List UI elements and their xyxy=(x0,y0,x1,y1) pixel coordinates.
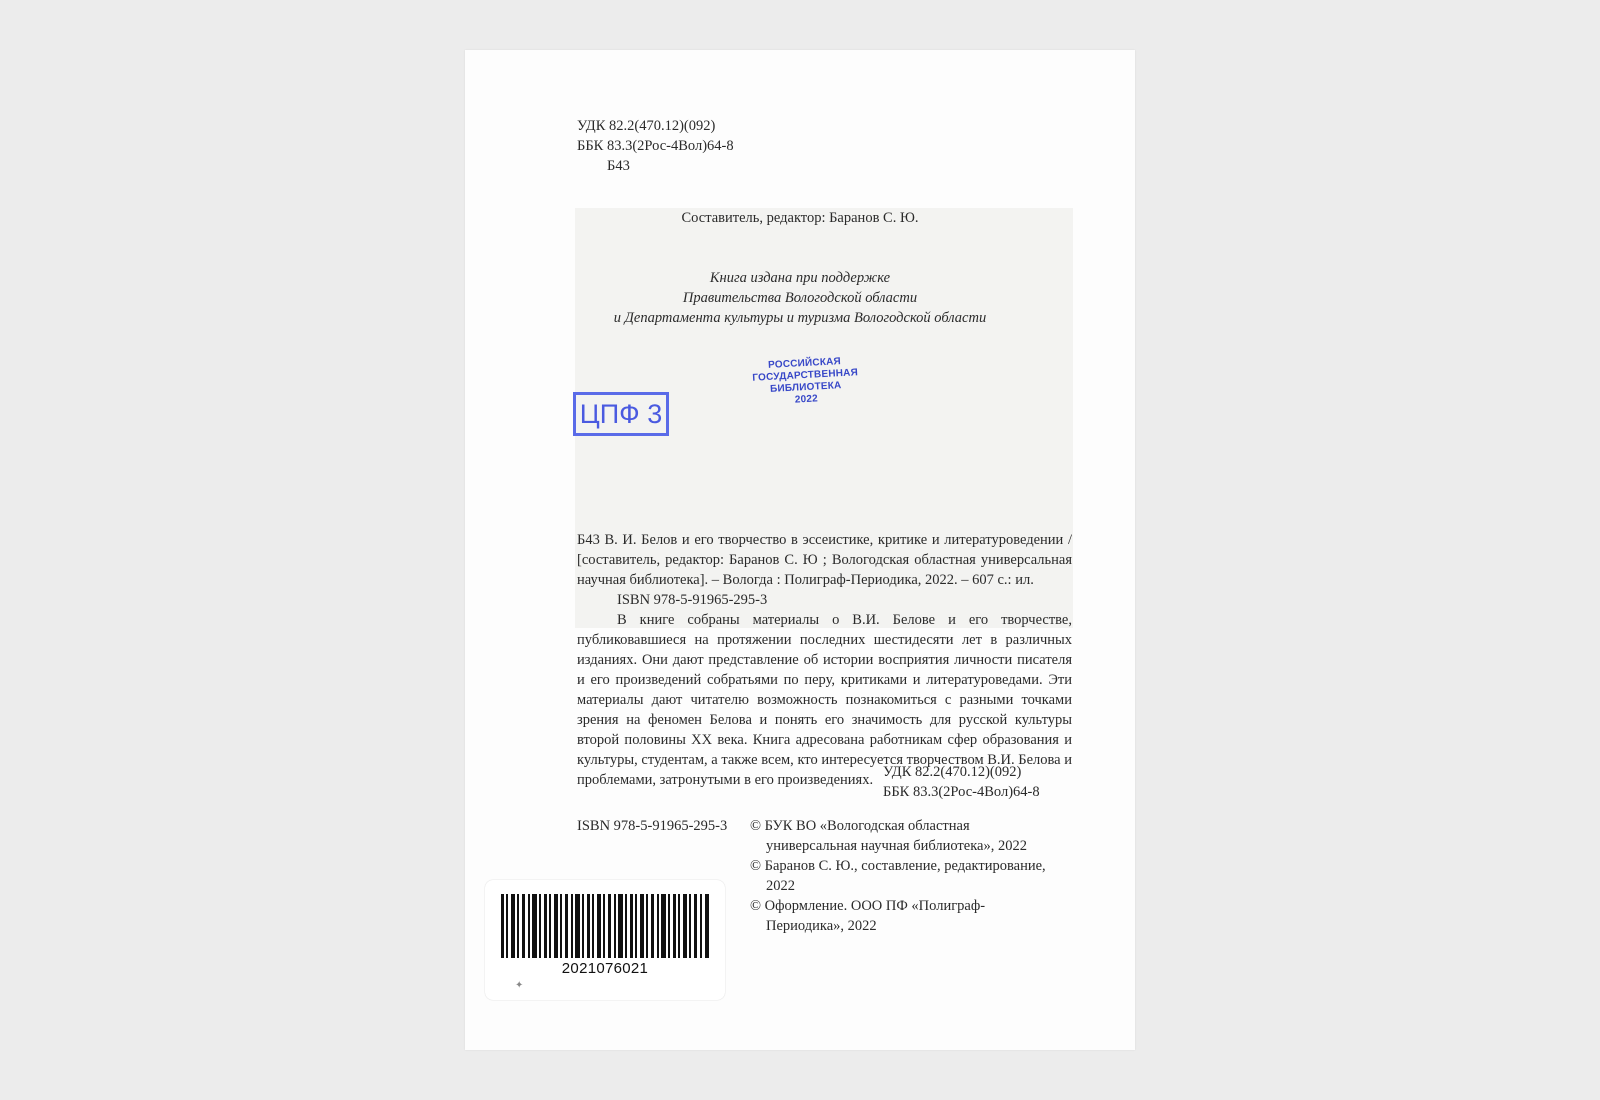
udk-code-bottom: УДК 82.2(470.12)(092) xyxy=(883,764,1022,780)
udk-code: УДК 82.2(470.12)(092) xyxy=(577,118,716,134)
udk-bbk-bottom xyxy=(883,762,1040,802)
copyright-design: © Оформление. ООО ПФ «Полиграф-Периодика», 2022 xyxy=(750,898,986,934)
bibliographic-entry: Б43 В. И. Белов и его творчество в эссеистике, критике и литературоведении / [составитель, редактор: Баранов С. Ю ; Вологодская областная универсальная научная библиотека]. – Вологда : Полиграф-Периодика, 2022. – 607 с.: ил. xyxy=(577,532,1072,588)
bbk-code: ББК 83.3(2Рос-4Вол)64-8 xyxy=(577,138,734,154)
copyright-block xyxy=(750,816,1060,936)
bibliographic-record xyxy=(577,530,1072,790)
bbk-code-bottom: ББК 83.3(2Рос-4Вол)64-8 xyxy=(883,784,1040,800)
stamp-line-4: 2022 xyxy=(794,393,819,406)
stamp-line-3: БИБЛИОТЕКА xyxy=(769,380,842,395)
abstract-text: В книге собраны материалы о В.И. Белове и его творчестве, публиковавшиеся на протяжении последних шестидесяти лет в различных изданиях. Они дают представление об истории восприятия личности писателя и его произведений собратьями по перу, критиками и литературоведами. Эти материалы дают читателю возможность познакомиться с разными точками зрения на феномен Белова и понять его значимость для русской культуры второй половины XX века. Книга адресована работникам сфер образования и культуры, студентам, а также всем, кто интересуется творчеством В.И. Белова и проблемами, затронутыми в его произведениях. xyxy=(577,612,1072,788)
cpf-stamp: ЦПФ 3 xyxy=(573,392,669,436)
barcode-number: 2021076021 xyxy=(561,960,649,977)
support-line-1: Книга издана при поддержке xyxy=(709,270,891,286)
barcode-sticker xyxy=(485,880,725,1000)
support-note xyxy=(465,268,1135,328)
isbn-line: ISBN 978-5-91965-295-3 xyxy=(617,592,768,608)
copyright-library: © БУК ВО «Вологодская областная универсальная научная библиотека», 2022 xyxy=(750,818,1027,854)
book-page xyxy=(465,50,1135,1050)
support-line-3: и Департамента культуры и туризма Вологодской области xyxy=(613,310,987,326)
compiler-line: Составитель, редактор: Баранов С. Ю. xyxy=(681,210,919,226)
author-mark: Б43 xyxy=(607,158,630,174)
copyright-compiler: © Баранов С. Ю., составление, редактирование, 2022 xyxy=(750,858,1046,894)
rgb-library-stamp xyxy=(747,355,864,409)
stamp-line-2: ГОСУДАРСТВЕННАЯ xyxy=(752,367,859,384)
support-line-2: Правительства Вологодской области xyxy=(682,290,918,306)
barcode-icon xyxy=(501,894,709,958)
stamp-line-1: РОССИЙСКАЯ xyxy=(767,356,842,371)
speck-mark: ✦ xyxy=(515,980,524,991)
isbn-bottom: ISBN 978-5-91965-295-3 xyxy=(577,818,728,834)
udk-bbk-top xyxy=(577,116,734,176)
